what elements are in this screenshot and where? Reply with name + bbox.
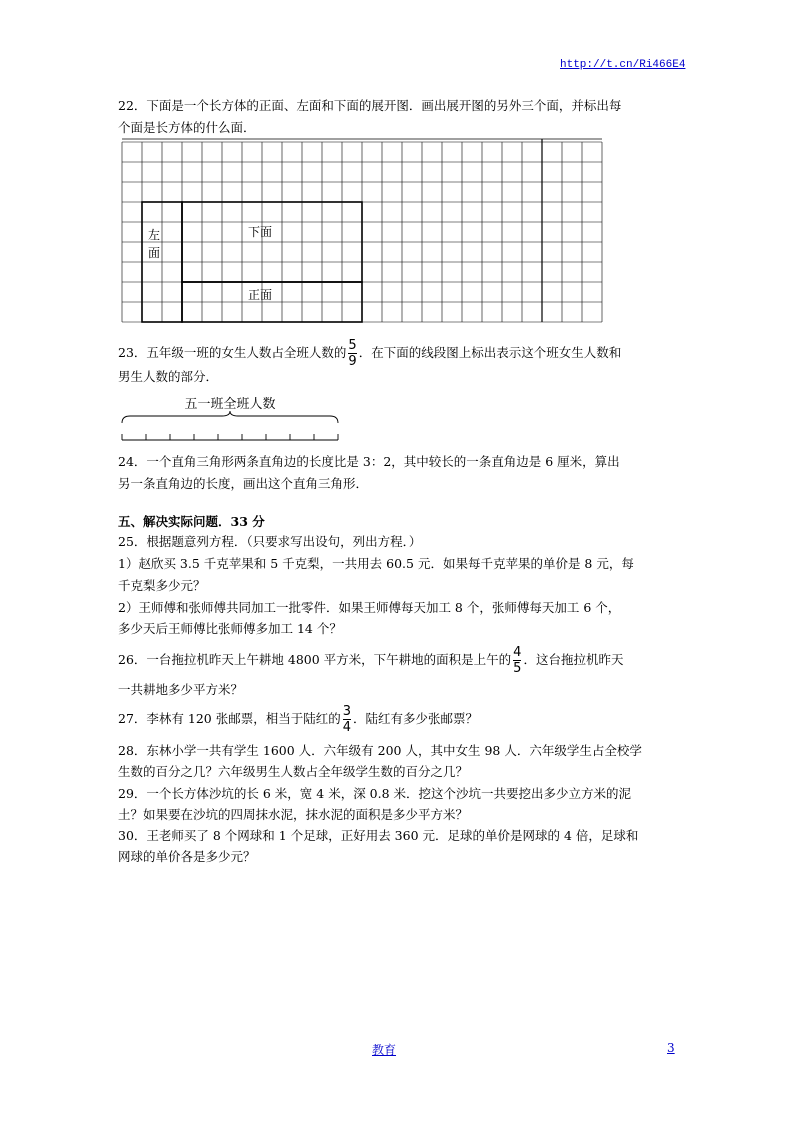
section5-title: 五、解决实际问题．33 分	[118, 514, 265, 529]
left-face-label-bottom: 面	[148, 246, 161, 260]
q28-line2: 生数的百分之几？六年级男生人数占全年级学生数的百分之几？	[118, 764, 469, 779]
q22-grid-diagram	[118, 137, 604, 327]
q29-line1: 29．一个长方体沙坑的长 6 米，宽 4 米，深 0.8 米．挖这个沙坑一共要挖出多少立方米的泥	[118, 786, 632, 801]
footer-link[interactable]: 教育	[372, 1043, 397, 1057]
q27-fraction: $\frac{3}{4}$	[342, 704, 351, 735]
bottom-face-label: 下面	[248, 225, 273, 239]
q26-line1: 26．一台拖拉机昨天上午耕地 4800 平方米，下午耕地的面积是上午的 $\frac{4}{5}$ ．这台拖拉机昨天	[118, 645, 624, 676]
page-number: 3	[667, 1041, 675, 1055]
header-url[interactable]: http://t.cn/Ri466E4	[560, 59, 686, 71]
q25-line4: 2）王师傅和张师傅共同加工一批零件．如果王师傅每天加工 8 个，张师傅每天加工 6 个，	[118, 600, 621, 615]
q23-fraction: $\frac{5}{9}$	[348, 338, 357, 369]
q28-line1: 28．东林小学一共有学生 1600 人．六年级有 200 人，其中女生 98 人．六年级学生占全校学	[118, 743, 642, 758]
q25-line3: 千克梨多少元？	[118, 578, 206, 593]
q30-line2: 网球的单价各是多少元？	[118, 849, 256, 864]
segment-ticks	[122, 434, 338, 440]
q24-line1: 24．一个直角三角形两条直角边的长度比是 3：2，其中较长的一条直角边是 6 厘米，算出	[118, 454, 620, 469]
diagram-label: 五一班全班人数	[184, 397, 276, 412]
q24-line2: 另一条直角边的长度，画出这个直角三角形．	[118, 476, 369, 491]
q23-line-segment-diagram	[118, 390, 342, 446]
q29-line2: 土？如果要在沙坑的四周抹水泥，抹水泥的面积是多少平方米？	[118, 807, 469, 822]
q25-line5: 多少天后王师傅比张师傅多加工 14 个？	[118, 621, 342, 636]
front-face-label: 正面	[248, 288, 273, 302]
q22-line1: 22．下面是一个长方体的正面、左面和下面的展开图．画出展开图的另外三个面，并标出每	[118, 98, 622, 113]
q23-line1: 23．五年级一班的女生人数占全班人数的 $\frac{5}{9}$ ．在下面的线段图上标出表示这个班女生人数和	[118, 338, 622, 369]
q26-fraction: $\frac{4}{5}$	[513, 645, 522, 676]
brace	[122, 411, 338, 423]
q27-line1: 27．李林有 120 张邮票，相当于陆红的 $\frac{3}{4}$ ．陆红有多少张邮票？	[118, 704, 479, 735]
q30-line1: 30．王老师买了 8 个网球和 1 个足球，正好用去 360 元．足球的单价是网球的 4 倍，足球和	[118, 828, 639, 843]
q23-line2: 男生人数的部分．	[118, 369, 219, 384]
q25-line2: 1）赵欣买 3.5 千克苹果和 5 千克梨，一共用去 60.5 元．如果每千克苹果的单价是 8 元，每	[118, 556, 634, 571]
q26-line2: 一共耕地多少平方米？	[118, 682, 244, 697]
left-face-label-top: 左	[148, 228, 161, 242]
q22-line2: 个面是长方体的什么面．	[118, 120, 256, 135]
q25-line1: 25．根据题意列方程．（只要求写出设句，列出方程．）	[118, 534, 422, 549]
